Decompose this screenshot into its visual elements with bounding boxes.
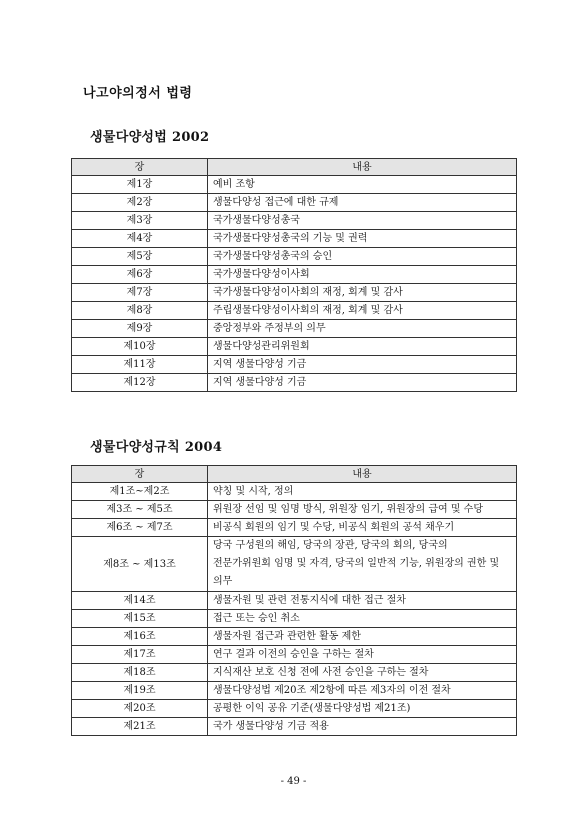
content-line: 당국 구성원의 해임, 당국의 장관, 당국의 회의, 당국의 bbox=[213, 540, 448, 551]
chapter-cell: 제6조 ~ 제7조 bbox=[72, 519, 208, 537]
header-chapter: 장 bbox=[72, 159, 208, 176]
content-cell: 생물다양성 접근에 대한 규제 bbox=[208, 194, 517, 212]
table-row bbox=[72, 356, 517, 374]
chapter-cell: 제6장 bbox=[72, 266, 208, 284]
table-row bbox=[72, 212, 517, 230]
content-cell: 공평한 이익 공유 기준(생물다양성법 제21조) bbox=[208, 700, 517, 718]
content-cell: 지식재산 보호 신청 전에 사전 승인을 구하는 절차 bbox=[208, 664, 517, 682]
content-cell: 국가생물다양성이사회 bbox=[208, 266, 517, 284]
header-content: 내용 bbox=[208, 159, 517, 176]
chapter-cell: 제8장 bbox=[72, 302, 208, 320]
content-cell: 생물다양성관리위원회 bbox=[208, 338, 517, 356]
content-cell: 예비 조항 bbox=[208, 176, 517, 194]
table-row bbox=[72, 302, 517, 320]
content-cell: 연구 결과 이전의 승인을 구하는 절차 bbox=[208, 646, 517, 664]
content-cell: 지역 생물다양성 기금 bbox=[208, 374, 517, 392]
chapter-cell: 제4장 bbox=[72, 230, 208, 248]
content-cell: 접근 또는 승인 취소 bbox=[208, 610, 517, 628]
table-row bbox=[72, 519, 517, 537]
table-row bbox=[72, 646, 517, 664]
content-cell: 비공식 회원의 임기 및 수당, 비공식 회원의 공석 채우기 bbox=[208, 519, 517, 537]
header-content: 내용 bbox=[208, 466, 517, 483]
chapter-cell: 제2장 bbox=[72, 194, 208, 212]
act-2002-table bbox=[71, 158, 517, 392]
table-row bbox=[72, 284, 517, 302]
content-cell: 국가생물다양성총국의 승인 bbox=[208, 248, 517, 266]
chapter-cell: 제12장 bbox=[72, 374, 208, 392]
content-cell: 국가생물다양성이사회의 재정, 회계 및 감사 bbox=[208, 284, 517, 302]
content-cell: 주립생물다양성이사회의 재정, 회계 및 감사 bbox=[208, 302, 517, 320]
content-cell: 생물자원 접근과 관련한 활동 제한 bbox=[208, 628, 517, 646]
chapter-cell: 제5장 bbox=[72, 248, 208, 266]
chapter-cell: 제20조 bbox=[72, 700, 208, 718]
table-row bbox=[72, 718, 517, 736]
chapter-cell: 제19조 bbox=[72, 682, 208, 700]
content-cell: 국가 생물다양성 기금 적용 bbox=[208, 718, 517, 736]
content-line: 전문가위원회 임명 및 자격, 당국의 일반적 기능, 위원장의 권한 및 bbox=[213, 558, 500, 569]
content-cell: 국가생물다양성총국 bbox=[208, 212, 517, 230]
content-cell: 약칭 및 시작, 정의 bbox=[208, 483, 517, 501]
table-row bbox=[72, 501, 517, 519]
table-row bbox=[72, 374, 517, 392]
chapter-cell: 제16조 bbox=[72, 628, 208, 646]
table-row bbox=[72, 176, 517, 194]
chapter-cell: 제3장 bbox=[72, 212, 208, 230]
table-row bbox=[72, 338, 517, 356]
content-cell: 생물다양성법 제20조 제2항에 따른 제3자의 이전 절차 bbox=[208, 682, 517, 700]
table-row bbox=[72, 592, 517, 610]
content-line: 의무 bbox=[213, 576, 233, 587]
table-row bbox=[72, 610, 517, 628]
table-row bbox=[72, 266, 517, 284]
table-header-row bbox=[72, 159, 517, 176]
table-row bbox=[72, 194, 517, 212]
chapter-cell: 제1조~제2조 bbox=[72, 483, 208, 501]
act-2002-table-body bbox=[72, 176, 517, 392]
content-cell bbox=[208, 537, 517, 592]
table-row bbox=[72, 483, 517, 501]
chapter-cell: 제18조 bbox=[72, 664, 208, 682]
table-row bbox=[72, 537, 517, 592]
header-chapter: 장 bbox=[72, 466, 208, 483]
page-number: - 49 - bbox=[280, 776, 307, 787]
table-row bbox=[72, 248, 517, 266]
table-row bbox=[72, 628, 517, 646]
chapter-cell: 제8조 ~ 제13조 bbox=[72, 537, 208, 592]
chapter-cell: 제11장 bbox=[72, 356, 208, 374]
content-cell: 국가생물다양성총국의 기능 및 권력 bbox=[208, 230, 517, 248]
chapter-cell: 제17조 bbox=[72, 646, 208, 664]
table-row bbox=[72, 320, 517, 338]
content-cell: 위원장 선임 및 임명 방식, 위원장 임기, 위원장의 급여 및 수당 bbox=[208, 501, 517, 519]
table-row bbox=[72, 700, 517, 718]
rules-2004-table-body bbox=[72, 483, 517, 736]
rules-2004-table bbox=[71, 465, 517, 736]
table-header-row bbox=[72, 466, 517, 483]
content-cell: 중앙정부와 주정부의 의무 bbox=[208, 320, 517, 338]
table-row bbox=[72, 230, 517, 248]
chapter-cell: 제15조 bbox=[72, 610, 208, 628]
content-cell: 지역 생물다양성 기금 bbox=[208, 356, 517, 374]
chapter-cell: 제21조 bbox=[72, 718, 208, 736]
content-cell: 생물자원 및 관련 전통지식에 대한 접근 절차 bbox=[208, 592, 517, 610]
chapter-cell: 제3조 ~ 제5조 bbox=[72, 501, 208, 519]
chapter-cell: 제1장 bbox=[72, 176, 208, 194]
table-row bbox=[72, 664, 517, 682]
section-title-act-2002: 생물다양성법 2002 bbox=[90, 130, 210, 145]
section-title-rules-2004: 생물다양성규칙 2004 bbox=[90, 440, 223, 455]
table-row bbox=[72, 682, 517, 700]
chapter-cell: 제9장 bbox=[72, 320, 208, 338]
page-heading: 나고야의정서 법령 bbox=[83, 86, 193, 101]
chapter-cell: 제10장 bbox=[72, 338, 208, 356]
chapter-cell: 제14조 bbox=[72, 592, 208, 610]
chapter-cell: 제7장 bbox=[72, 284, 208, 302]
